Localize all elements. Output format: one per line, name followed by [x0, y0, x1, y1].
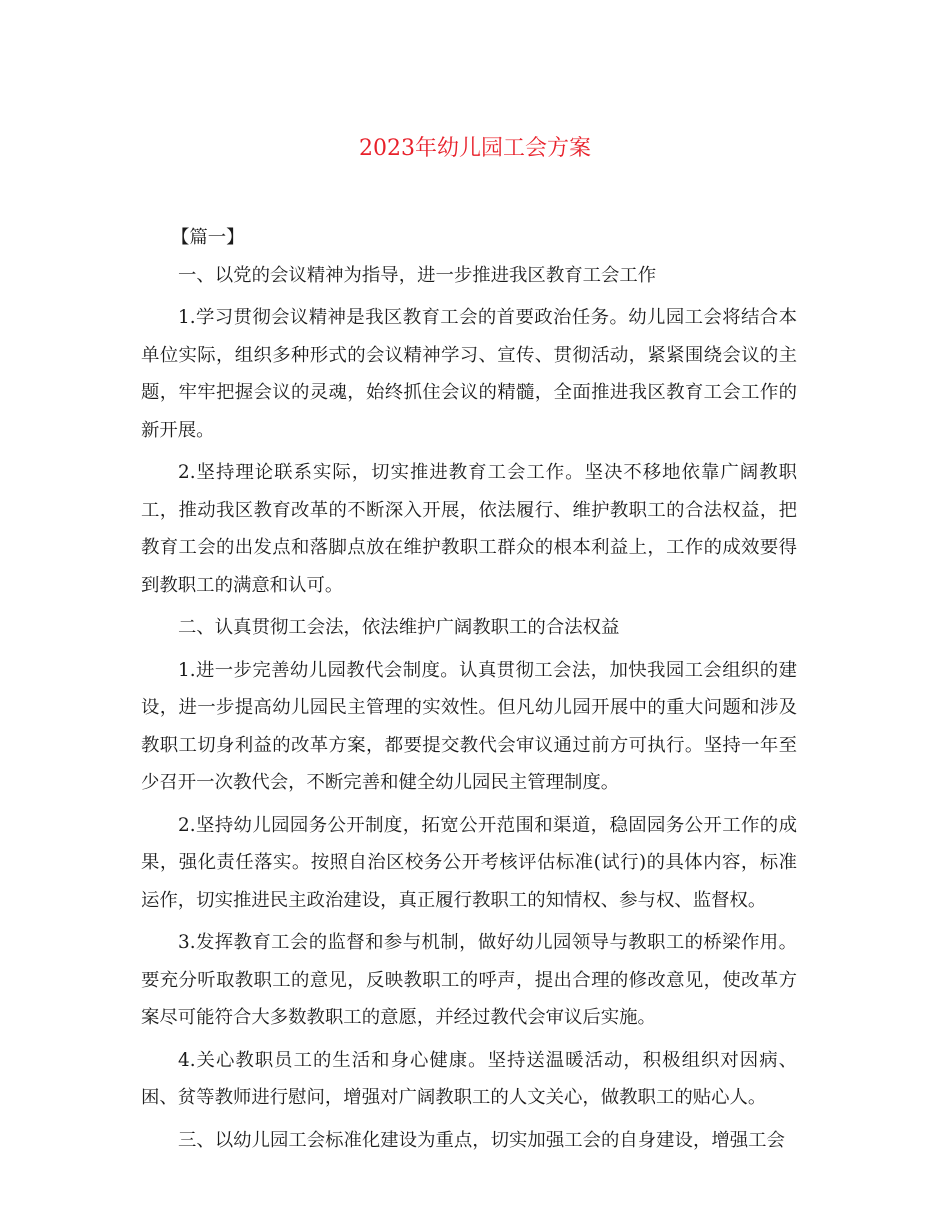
paragraph: 1.学习贯彻会议精神是我区教育工会的首要政治任务。幼儿园工会将结合本单位实际，组织多种形式的会议精神学习、宣传、贯彻活动，紧紧围绕会议的主题，牢牢把握会议的灵魂，始终抓住会议的精髓，全面推进我区教育工会工作的新开展。 [141, 307, 797, 441]
paragraph-heading: 一、以党的会议精神为指导，进一步推进我区教育工会工作 [178, 264, 657, 286]
paragraph: 3.发挥教育工会的监督和参与机制，做好幼儿园领导与教职工的桥梁作用。要充分听取教职工的意见，反映教职工的呼声，提出合理的修改意见，使改革方案尽可能符合大多数教职工的意愿，并经过教代会审议后实施。 [141, 932, 797, 1028]
document-title: 2023年幼儿园工会方案 [359, 136, 591, 161]
paragraph: 1.进一步完善幼儿园教代会制度。认真贯彻工会法，加快我园工会组织的建设，进一步提高幼儿园民主管理的实效性。但凡幼儿园开展中的重大问题和涉及教职工切身利益的改革方案，都要提交教代会审议通过前方可执行。坚持一年至少召开一次教代会，不断完善和健全幼儿园民主管理制度。 [141, 659, 797, 793]
document-body [141, 219, 797, 1159]
paragraph: 2.坚持幼儿园园务公开制度，拓宽公开范围和渠道，稳固园务公开工作的成果，强化责任落实。按照自治区校务公开考核评估标准(试行)的具体内容，标准运作，切实推进民主政治建设，真正履行教职工的知情权、参与权、监督权。 [141, 814, 797, 911]
paragraph-heading: 三、以幼儿园工会标准化建设为重点，切实加强工会的自身建设，增强工会 [178, 1129, 785, 1151]
paragraph: 4.关心教职员工的生活和身心健康。坚持送温暖活动，积极组织对因病、困、贫等教师进行慰问，增强对广阔教职工的人文关心，做教职工的贴心人。 [141, 1049, 797, 1108]
paragraph: 2.坚持理论联系实际，切实推进教育工会工作。坚决不移地依靠广阔教职工，推动我区教育改革的不断深入开展，依法履行、维护教职工的合法权益，把教育工会的出发点和落脚点放在维护教职工群众的根本利益上，工作的成效要得到教职工的满意和认可。 [141, 462, 797, 596]
section-label: 【篇一】 [171, 227, 245, 248]
paragraph-heading: 二、认真贯彻工会法，依法维护广阔教职工的合法权益 [178, 617, 620, 638]
